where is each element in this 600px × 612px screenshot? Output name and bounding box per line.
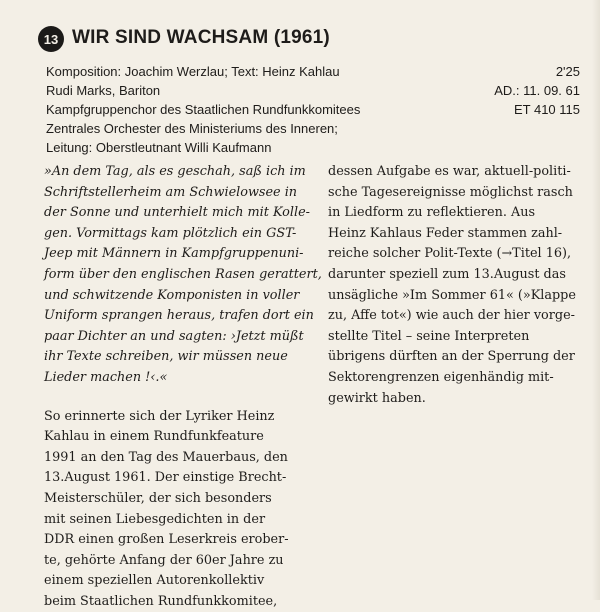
quote-line: und schwitzende Komponisten in voller — [44, 287, 300, 303]
body-line: stellte Titel – seine Interpreten — [328, 328, 530, 344]
body-line: sche Tagesereignisse möglichst rasch — [328, 184, 573, 200]
body-line: 13.August 1961. Der einstige Brecht- — [44, 470, 287, 486]
body-paragraph-right — [328, 162, 592, 409]
track-duration: 2'25 — [555, 64, 580, 79]
body-line: DDR einen großen Leserkreis erober- — [44, 532, 289, 548]
right-text-column — [328, 162, 592, 409]
body-line: in Liedform zu reflektieren. Aus — [328, 205, 536, 221]
quote-line: der Sonne und unterhielt mich mit Kolle- — [44, 205, 310, 221]
body-line: darunter speziell zum 13.August das — [328, 266, 566, 282]
credit-soloist: Rudi Marks, Bariton — [46, 83, 161, 98]
catalog-number: ET 410 115 — [513, 102, 580, 117]
body-line: gewirkt haben. — [328, 390, 426, 406]
quote-paragraph — [44, 162, 322, 389]
facing-page-edge — [592, 0, 600, 600]
body-paragraph-left — [44, 407, 312, 612]
quote-line: paar Dichter an und sagten: ›Jetzt müßt — [44, 328, 304, 344]
body-line: te, gehörte Anfang der 60er Jahre zu — [44, 552, 284, 568]
body-line: reiche solcher Polit-Texte (→Titel 16), — [328, 246, 572, 262]
recording-date: AD.: 11. 09. 61 — [494, 83, 580, 98]
track-title: WIR SIND WACHSAM (1961) — [72, 27, 330, 48]
body-line: 1991 an den Tag des Mauerbaus, den — [44, 449, 288, 465]
body-line: zu, Affe tot«) wie auch der hier vorge- — [328, 308, 575, 324]
track-credits — [46, 62, 411, 157]
body-line: beim Staatlichen Rundfunkkomitee, — [44, 593, 278, 609]
credit-conductor: Leitung: Oberstleutnant Willi Kaufmann — [46, 140, 272, 155]
quote-line: Lieder machen !‹.« — [44, 369, 168, 385]
quote-line: »An dem Tag, als es geschah, saß ich im — [44, 164, 306, 179]
track-number-badge: 13 — [38, 26, 64, 52]
quote-line: form über den englischen Rasen gerattert, — [44, 266, 322, 282]
quote-line: Jeep mit Männern in Kampfgruppenuni- — [44, 246, 304, 262]
quote-line: Uniform sprangen heraus, trafen dort ein — [44, 308, 314, 324]
body-line: unsägliche »Im Sommer 61« (»Klappe — [328, 287, 576, 303]
body-line: Sektorengrenzen eigenhändig mit- — [328, 369, 554, 385]
body-line: übrigens dürften an der Sperrung der — [328, 349, 575, 365]
track-meta — [494, 62, 580, 119]
left-text-column — [44, 162, 322, 612]
body-line: Kahlau in einem Rundfunkfeature — [44, 429, 264, 445]
quote-line: gen. Vormittags kam plötzlich ein GST- — [44, 225, 297, 241]
quote-line: Schriftstellerheim am Schwielowsee in — [44, 184, 298, 200]
credit-choir: Kampfgruppenchor des Staatlichen Rundfunkkomitees — [46, 102, 361, 117]
quote-line: ihr Texte schreiben, wir müssen neue — [44, 349, 288, 365]
body-line: dessen Aufgabe es war, aktuell-politi- — [328, 164, 571, 179]
body-line: Meisterschüler, der sich besonders — [44, 490, 272, 506]
credit-composition: Komposition: Joachim Werzlau; Text: Heinz Kahlau — [46, 64, 340, 79]
body-line: mit seinen Liebesgedichten in der — [44, 511, 266, 527]
body-line: Heinz Kahlaus Feder stammen zahl- — [328, 225, 563, 241]
credit-orchestra: Zentrales Orchester des Ministeriums des Inneren; — [46, 121, 338, 136]
body-line: So erinnerte sich der Lyriker Heinz — [44, 408, 275, 424]
body-line: einem speziellen Autorenkollektiv — [44, 573, 265, 589]
